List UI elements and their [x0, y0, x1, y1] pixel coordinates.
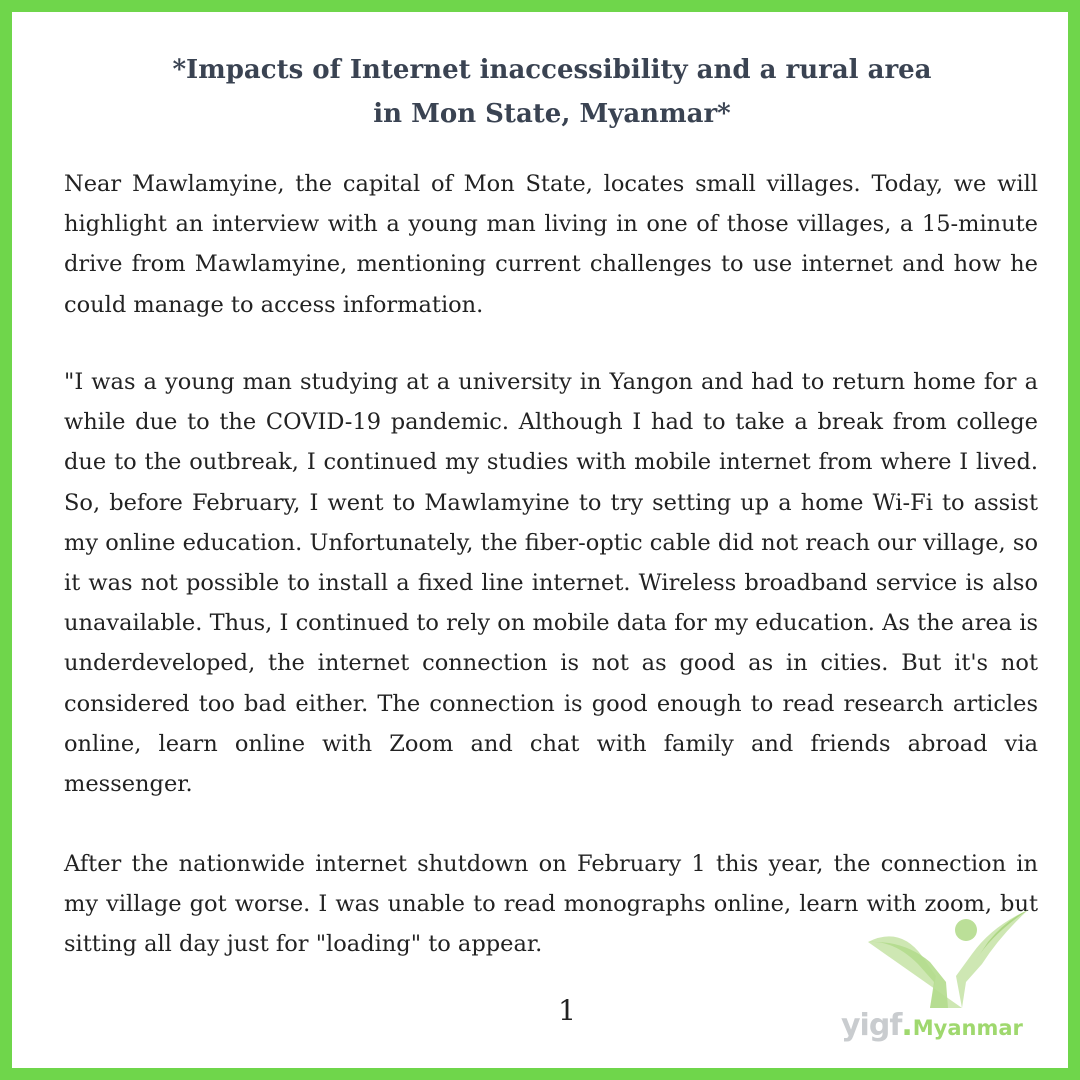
paragraph-shutdown: After the nationwide internet shutdown on February 1 this year, the connection in my village got worse. I was unable to read monographs online, learn with zoom, but sitting all day just for "loading" to appear.: [64, 851, 1038, 958]
logo-dot: .: [901, 1008, 913, 1043]
title-line-2: in Mon State, Myanmar*: [373, 99, 731, 129]
person-arms-raised-icon: [860, 890, 1030, 1010]
paragraph-intro: Near Mawlamyine, the capital of Mon State, locates small villages. Today, we will highlight an interview with a young man living in one of those villages, a 15-minute drive from Mawlamyine, mentioning current challenges to use internet and how he could manage to access information.: [64, 171, 1038, 318]
paragraph-interview: "I was a young man studying at a university in Yangon and had to return home for a while due to the COVID-19 pandemic. Although I had to take a break from college due to the outbreak, I continued my studies with mobile internet from where I lived. So, before February, I went to Mawlamyine to try setting up a home Wi-Fi to assist my online education. Unfortunately, the fiber-optic cable did not reach our village, so it was not possible to install a fixed line internet. Wireless broadband service is also unavailable. Thus, I continued to rely on mobile data for my education. As the area is underdeveloped, the internet connection is not as good as in cities. But it's not considered too bad either. The connection is good enough to read research articles online, learn online with Zoom and chat with family and friends abroad via messenger.: [64, 369, 1038, 798]
page-title: [12, 48, 1080, 136]
page-number: 1: [558, 994, 576, 1027]
yigf-logo: [835, 890, 1050, 1050]
logo-wordmark: [841, 1008, 1023, 1043]
title-line-1: *Impacts of Internet inaccessibility and a rural area: [172, 55, 932, 85]
logo-region: Myanmar: [912, 1016, 1023, 1040]
logo-brand: yigf: [841, 1008, 902, 1043]
